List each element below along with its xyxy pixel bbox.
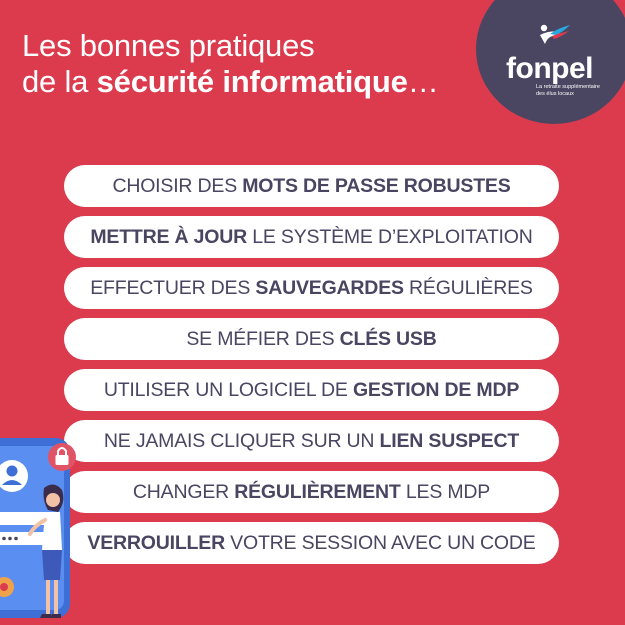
practice-item-6-text: NE JAMAIS CLIQUER SUR UN [103,429,380,452]
practice-item-6-bold: LIEN SUSPECT [379,429,520,452]
practice-item-2 [64,216,559,258]
practice-item-1 [64,165,559,207]
practice-item-4-text: SE MÉFIER DES [186,327,340,350]
practice-item-7-text-end: LES MDP [400,480,491,503]
practice-item-1-text: CHOISIR DES [112,174,243,197]
practice-item-4 [64,318,559,360]
practice-item-3-text-end: RÉGULIÈRES [403,276,533,299]
logo-tagline-line-1: La retraite supplémentaire [536,84,600,90]
title-line-1: Les bonnes pratiques [22,28,315,63]
logo-tagline-line-2: des élus locaux [536,90,574,97]
title-line-2-prefix: de la [22,64,97,99]
practice-item-5-bold: GESTION DE MDP [352,378,520,401]
practice-item-3 [64,267,559,309]
practice-item-1-bold: MOTS DE PASSE ROBUSTES [242,174,511,197]
practice-item-4-bold: CLÉS USB [339,327,437,350]
practice-item-7 [64,471,559,513]
practice-item-8-bold: VERROUILLER [87,531,225,554]
practice-item-6 [64,420,559,462]
practice-item-8 [64,522,559,564]
practice-item-5-text: UTILISER UN LOGICIEL DE [103,378,353,401]
title-line-2-bold: sécurité informatique [96,64,408,99]
practice-item-2-bold: METTRE À JOUR [90,225,248,248]
practice-item-3-bold: SAUVEGARDES [255,276,404,299]
padlock-icon [48,443,76,471]
phone-login-illustration [0,430,100,625]
practice-item-8-text-end: VOTRE SESSION AVEC UN CODE [224,531,536,554]
title-line-2-suffix: … [407,64,439,99]
practice-item-7-bold: RÉGULIÈREMENT [234,480,401,503]
page-title [22,28,439,100]
title-line-2 [22,64,439,100]
practice-item-7-text: CHANGER [132,480,235,503]
logo-tagline [536,84,606,97]
fonpel-logo-mark-icon [536,22,572,52]
practice-item-5 [64,369,559,411]
practice-item-2-text-end: LE SYSTÈME D’EXPLOITATION [247,225,533,248]
logo-name: fonpel [506,52,593,85]
practice-item-3-text: EFFECTUER DES [90,276,256,299]
